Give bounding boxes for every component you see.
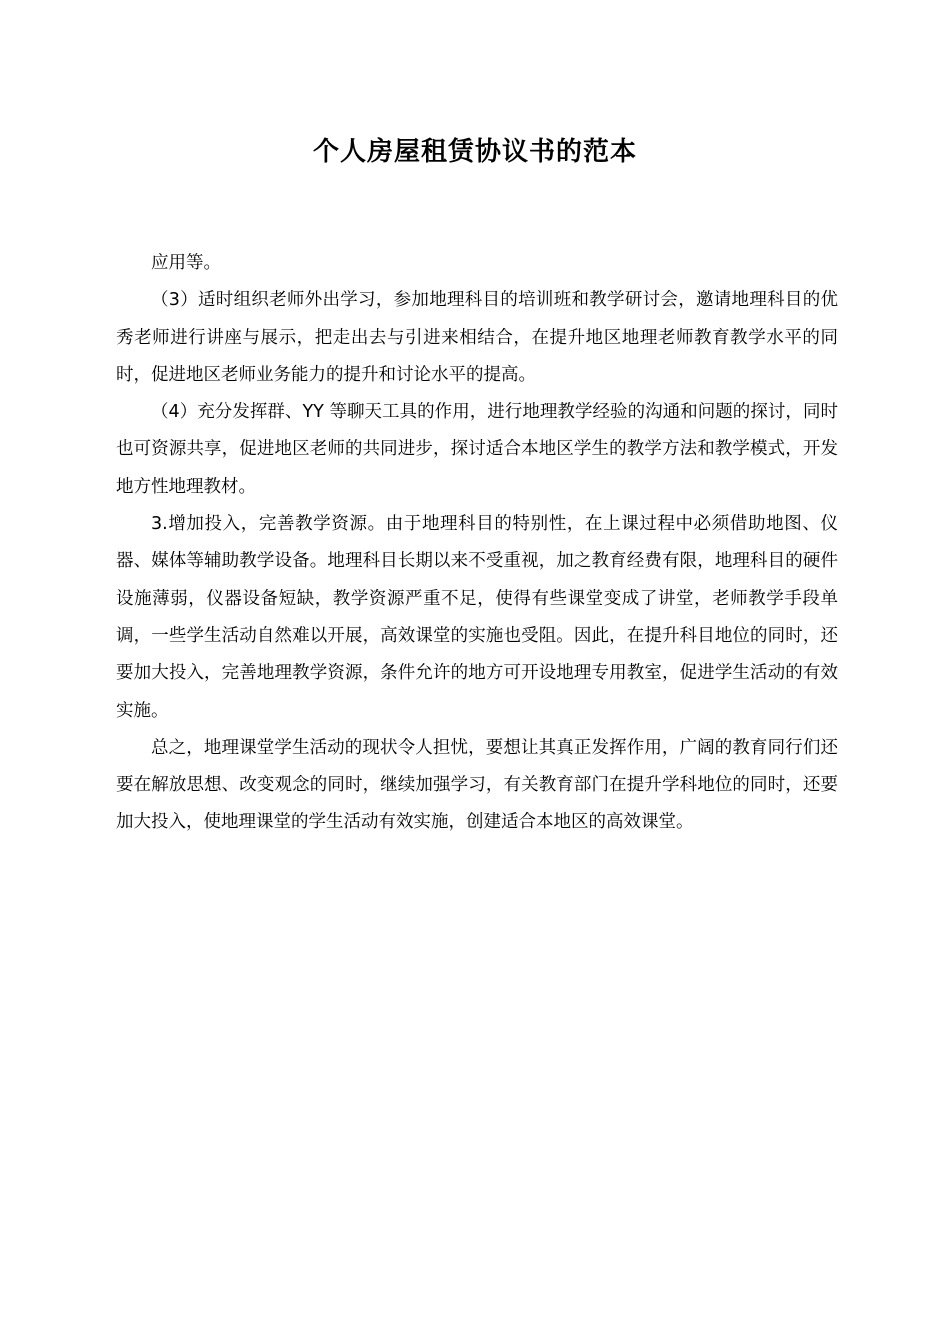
paragraph-intro: 应用等。 bbox=[151, 253, 221, 273]
document-title: 个人房屋租赁协议书的范本 bbox=[312, 137, 637, 167]
document-body bbox=[116, 245, 838, 842]
paragraph-section-3: 3.增加投入，完善教学资源。由于地理科目的特别性，在上课过程中必须借助地图、仪器、媒体等辅助教学设备。地理科目长期以来不受重视，加之教育经费有限，地理科目的硬件设施薄弱，仪器设备短缺，教学资源严重不足，使得有些课堂变成了讲堂，老师教学手段单调，一些学生活动自然难以开展，高效课堂的实施也受阻。因此，在提升科目地位的同时，还要加大投入，完善地理教学资源，条件允许的地方可开设地理专用教室，促进学生活动的有效实施。 bbox=[116, 514, 838, 721]
paragraph-conclusion: 总之，地理课堂学生活动的现状令人担忧，要想让其真正发挥作用，广阔的教育同行们还要在解放思想、改变观念的同时，继续加强学习，有关教育部门在提升学科地位的同时，还要加大投入，使地理课堂的学生活动有效实施，创建适合本地区的高效课堂。 bbox=[116, 737, 838, 833]
paragraph-item-3: （3）适时组织老师外出学习，参加地理科目的培训班和教学研讨会，邀请地理科目的优秀老师进行讲座与展示，把走出去与引进来相结合，在提升地区地理老师教育教学水平的同时，促进地区老师业务能力的提升和讨论水平的提高。 bbox=[116, 290, 838, 385]
paragraph-item-4: （4）充分发挥群、YY 等聊天工具的作用，进行地理教学经验的沟通和问题的探讨，同时也可资源共享，促进地区老师的共同进步，探讨适合本地区学生的教学方法和教学模式，开发地方性地理教材。 bbox=[116, 402, 838, 497]
